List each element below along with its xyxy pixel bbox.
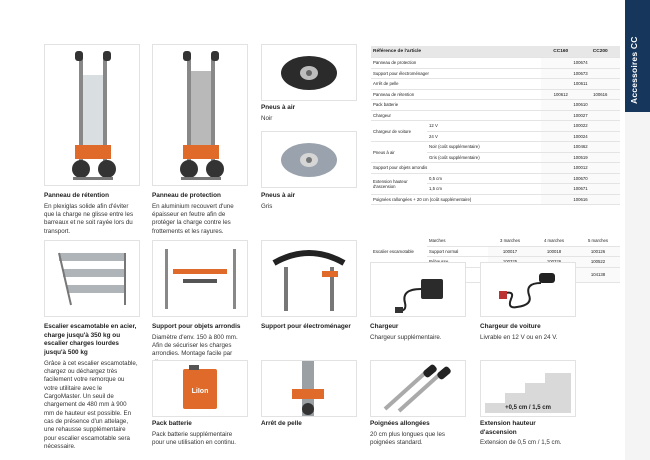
- header-ref: Référence de l'article: [371, 46, 541, 58]
- panneau-retention-image: [44, 44, 140, 186]
- pack-batterie-image: [152, 360, 248, 417]
- table-row: 1,5 cm 100671: [371, 184, 620, 195]
- arret-pelle-caption: [261, 420, 355, 431]
- escalier-caption: [44, 323, 138, 452]
- table-row: Panneau de rétention 100612 100616: [371, 89, 620, 100]
- panneau-retention-caption: [44, 192, 138, 236]
- table-row: Pack batterie 100610: [371, 100, 620, 111]
- extension-caption: [480, 420, 574, 448]
- extension-title: Extension hauteur d'ascension: [480, 420, 536, 436]
- table-row: Support pour électroménager 100673: [371, 68, 620, 79]
- panneau-protection-image: [152, 44, 248, 186]
- chargeur-caption: [370, 323, 464, 342]
- support-electro-title: Support pour électroménager: [261, 323, 351, 330]
- table-row: 100522: [371, 257, 620, 268]
- table-row: Pneus à air Noir (coût supplémentaire) 100462: [371, 142, 620, 153]
- escalier-desc: Grâce à cet escalier escamotable, chargez ou déchargez très facilement votre remorque ou votre utilitaire avec le CargoMaster. Un seuil de chargement de 480 mm à 900 mm de hauteur est possible. En cas de présence d'un attelage, une rehausse supplémentaire pour escalier escamotable sera nécessaire.: [44, 359, 138, 451]
- table-row: Extension hauteur d'ascension 0,5 cm 100670: [371, 173, 620, 184]
- support-electro-image: [261, 240, 357, 317]
- chargeur-desc: Chargeur supplémentaire.: [370, 333, 442, 341]
- chargeur-image: [370, 262, 466, 317]
- extension-desc: Extension de 0,5 cm / 1,5 cm.: [480, 439, 562, 447]
- panneau-protection-caption: [152, 192, 246, 236]
- chargeur-voiture-title: Chargeur de voiture: [480, 323, 541, 330]
- poignees-caption: [370, 420, 464, 447]
- table-row: Poignées rallongées + 20 cm (coût supplémentaire) 100616: [371, 194, 620, 205]
- table-row: 24 V 100024: [371, 131, 620, 142]
- section-tab-label: Accessoires CC: [629, 36, 639, 104]
- header-cc200: CC200: [580, 46, 620, 58]
- header-cc160: CC160: [541, 46, 581, 58]
- pneus-gris-title: Pneus à air: [261, 192, 296, 199]
- pneus-gris-caption: [261, 192, 355, 211]
- table-header-row: [371, 46, 620, 58]
- pack-batterie-desc: Pack batterie supplémentaire pour une utilisation en continu.: [152, 430, 236, 446]
- panneau-protection-desc: En aluminium recouvert d'une épaisseur en feutre afin de protéger la charge contre les frottements et les rayures.: [152, 202, 234, 235]
- reference-table: [371, 46, 620, 205]
- panneau-protection-title: Panneau de protection: [152, 192, 221, 199]
- poignees-desc: 20 cm plus longues que les poignées standard.: [370, 430, 445, 446]
- table-row: Chargeur 100027: [371, 110, 620, 121]
- pneus-gris-desc: Gris: [261, 202, 273, 210]
- battery-label: LiIon: [191, 388, 209, 395]
- pneus-noir-desc: Noir: [261, 114, 273, 122]
- panneau-retention-desc: En plexiglas solide afin d'éviter que la charge ne glisse entre les barreaux et ne soit rayée lors du transport.: [44, 202, 134, 235]
- table-row: Escalier escamotable Marches 3 marches 4 marches 5 marches: [371, 236, 620, 246]
- extension-image-label: +0,5 cm / 1,5 cm: [505, 405, 551, 411]
- chargeur-voiture-caption: [480, 323, 574, 342]
- support-objets-desc: Diamètre d'env. 150 à 800 mm. Afin de sécuriser les charges arrondies. Montage facile par: [152, 333, 238, 358]
- chargeur-title: Chargeur: [370, 323, 399, 330]
- table-row: Support pour objets arrondis 100012: [371, 163, 620, 174]
- chargeur-voiture-desc: Livrable en 12 V ou en 24 V.: [480, 333, 558, 341]
- poignees-image: [370, 360, 466, 417]
- support-electro-caption: [261, 323, 355, 334]
- support-objets-title: Support pour objets arrondis: [152, 323, 241, 330]
- pneus-gris-image: [261, 131, 357, 188]
- table-row: Support normal 100017 100018 100126: [371, 246, 620, 257]
- panneau-retention-title: Panneau de rétention: [44, 192, 109, 199]
- escalier-image: [44, 240, 140, 317]
- chargeur-voiture-image: [480, 262, 576, 317]
- escalier-title: Escalier escamotable en acier, charge jusqu'à 350 kg ou escalier charges lourdes jusqu'à 500 kg: [44, 323, 137, 356]
- pneus-noir-title: Pneus à air: [261, 104, 296, 111]
- pack-batterie-caption: [152, 420, 246, 447]
- table-row: 104138: [371, 267, 620, 282]
- table-row: Panneau de protection 100674: [371, 58, 620, 69]
- section-tab[interactable]: [625, 0, 650, 112]
- poignees-title: Poignées allongées: [370, 420, 430, 427]
- pneus-noir-caption: [261, 104, 355, 123]
- pneus-noir-image: [261, 44, 357, 101]
- extension-image: [480, 360, 576, 417]
- table-row: Arrêt de pelle 100611: [371, 79, 620, 90]
- pack-batterie-title: Pack batterie: [152, 420, 192, 427]
- arret-pelle-image: [261, 360, 357, 417]
- table-row: Gris (coût supplémentaire) 100519: [371, 152, 620, 163]
- arret-pelle-title: Arrêt de pelle: [261, 420, 302, 427]
- table-row: Chargeur de voiture 12 V 100022: [371, 121, 620, 132]
- support-objets-image: [152, 240, 248, 317]
